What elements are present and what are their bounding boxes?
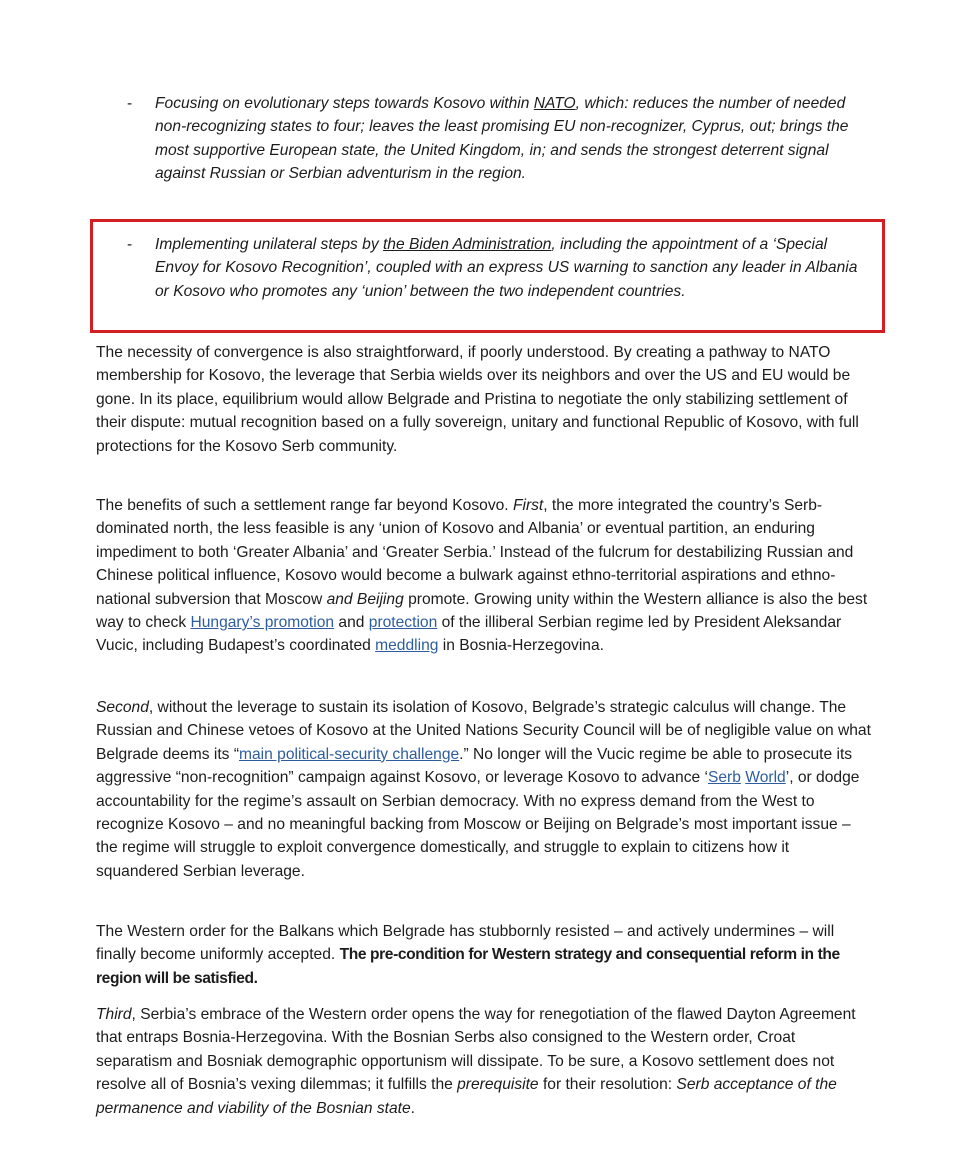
serb-acceptance-italic: Serb acceptance of the permanence and viability of the Bosnian state bbox=[96, 1076, 837, 1117]
third-italic: Third bbox=[96, 1006, 132, 1023]
first-italic: First bbox=[512, 497, 544, 514]
paragraph-third bbox=[96, 1003, 871, 1120]
text: The benefits of such a settlement range far beyond Kosovo. bbox=[96, 497, 513, 514]
paragraph-second bbox=[96, 696, 871, 883]
bold-statement: The pre-condition for Western strategy and consequential reform in the region will be satisfied. bbox=[96, 946, 840, 987]
hungary-promotion-link[interactable]: Hungary’s promotion bbox=[190, 614, 335, 632]
and-beijing-italic: and Beijing bbox=[326, 590, 404, 608]
text: ’, or dodge accountability for the regime’s assault on Serbian democracy. With no express demand from the West to recognize Kosovo – and no meaningful backing from Moscow or Beijing on Belgrade’s most important issue – the regime will struggle to exploit convergence domestically, and struggle to explain to citizens how it squandered Serbian leverage. bbox=[96, 769, 860, 880]
second-italic: Second bbox=[96, 699, 149, 716]
text: , Serbia’s embrace of the Western order opens the way for renegotiation of the flawed Dayton Agreement that entraps Bosnia-Herzegovina. With the Bosnian Serbs also consigned to the Western order, Croat separatism and Bosniak demographic opportunism will dissipate. To be sure, a Kosovo settlement does not resolve all of Bosnia’s vexing dilemmas; it fulfills the bbox=[96, 1006, 856, 1094]
bullet-text-post: , including the appointment of a ‘Special Envoy for Kosovo Recognition’, coupled with an express US warning to sanction any leader in Albania or Kosovo who promotes any ‘union’ between the two independent countries. bbox=[155, 236, 858, 300]
world-link[interactable]: World bbox=[745, 769, 786, 787]
text: , without the leverage to sustain its isolation of Kosovo, Belgrade’s strategic calculus will change. The Russian and Chinese vetoes of Kosovo at the United Nations Security Council will be of negligible value on what Belgrade deems its “ bbox=[96, 699, 871, 763]
bullet-text-post: , which: reduces the number of needed non-recognizing states to four; leaves the least promising EU non-recognizer, Cyprus, out; brings the most supportive European state, the United Kingdom, in; and sends the strongest deterrent signal against Russian or Serbian adventurism in the region. bbox=[155, 95, 849, 183]
bullet-dash: - bbox=[127, 236, 133, 253]
text: promote. Growing unity within the Western alliance is also the best way to check bbox=[96, 590, 868, 632]
biden-administration-link[interactable]: the Biden Administration bbox=[382, 236, 552, 253]
protection-link[interactable]: protection bbox=[368, 614, 438, 632]
serb-link[interactable]: Serb bbox=[707, 769, 741, 787]
text: of the illiberal Serbian regime led by President Aleksandar Vucic, including Budapest’s coordinated bbox=[96, 614, 842, 655]
bullet-text bbox=[155, 233, 865, 303]
bullet-text bbox=[155, 92, 865, 186]
text: The Western order for the Balkans which Belgrade has stubbornly resisted – and actively undermines – will finally become uniformly accepted. bbox=[96, 923, 835, 964]
bullet-dash: - bbox=[127, 95, 133, 112]
text: . bbox=[410, 1099, 416, 1117]
meddling-link[interactable]: meddling bbox=[375, 637, 439, 655]
prerequisite-italic: prerequisite bbox=[457, 1076, 539, 1094]
text: .” No longer will the Vucic regime be able to prosecute its aggressive “non-recognition” campaign against Kosovo, or leverage Kosovo to advance ‘ bbox=[96, 745, 853, 787]
paragraph-western-order bbox=[96, 920, 871, 990]
main-challenge-link[interactable]: main political-security challenge bbox=[239, 745, 460, 763]
text: , the more integrated the country’s Serb-dominated north, the less feasible is any ‘union of Kosovo and Albania’ or eventual partition, an enduring impediment to both ‘Greater Albania’ and ‘Greater Serbia.’ Instead of the fulcrum for destabilizing Russian and Chinese political influence, Kosovo would become a bulwark against ethno-territorial aspirations and ethno-national subversion that Moscow bbox=[96, 497, 854, 608]
bullet-text-pre: Implementing unilateral steps by bbox=[155, 236, 383, 253]
nato-link[interactable]: NATO bbox=[533, 95, 576, 112]
paragraph-convergence bbox=[96, 341, 871, 458]
text: and bbox=[334, 614, 369, 632]
paragraph-benefits bbox=[96, 494, 871, 658]
text: for their resolution: bbox=[538, 1076, 677, 1094]
text: in Bosnia-Herzegovina. bbox=[438, 637, 604, 655]
paragraph-text: The necessity of convergence is also straightforward, if poorly understood. By creating a pathway to NATO membership for Kosovo, the leverage that Serbia wields over its neighbors and over the US and EU would be gone. In its place, equilibrium would allow Belgrade and Pristina to negotiate the only stabilizing settlement of their dispute: mutual recognition based on a fully sovereign, unitary and functional Republic of Kosovo, with full protections for the Kosovo Serb community. bbox=[96, 344, 859, 455]
bullet-text-pre: Focusing on evolutionary steps towards Kosovo within bbox=[155, 95, 534, 112]
